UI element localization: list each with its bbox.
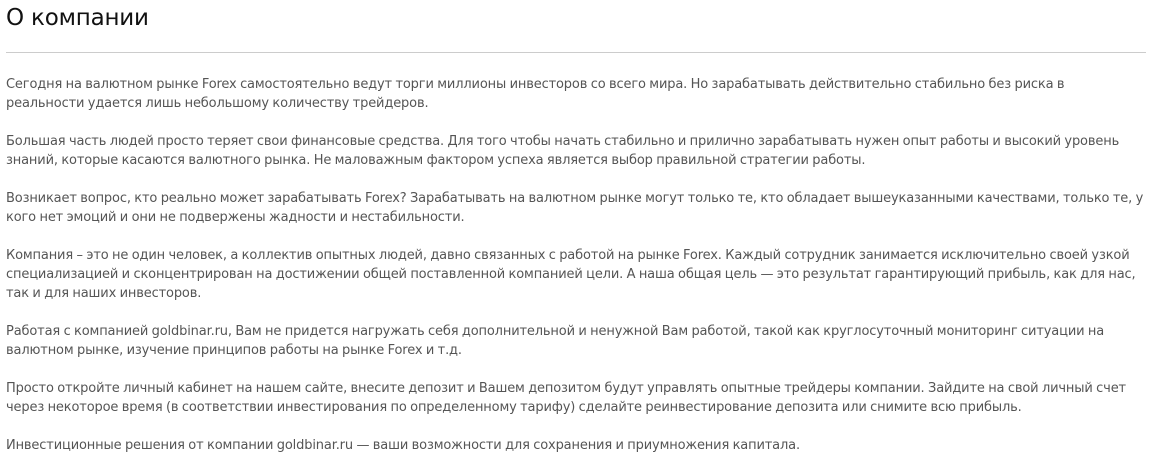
article-body	[6, 75, 1146, 455]
paragraph-losses: Большая часть людей просто теряет свои финансовые средства. Для того чтобы начать стабильно и прилично зарабатывать нужен опыт работы и высокий уровень знаний, которые касаются валютного рынка. Не маловажным фактором успеха является выбор правильной стратегии работы.	[6, 134, 1120, 168]
paragraph-question: Возникает вопрос, кто реально может зарабатывать Forex? Зарабатывать на валютном рынке могут только те, кто обладает вышеуказанными качествами, только те, у кого нет эмоций и они не подвержены жадности и нестабильности.	[6, 191, 1144, 225]
paragraph-working-with-us: Работая с компанией goldbinar.ru, Вам не придется нагружать себя дополнительной и ненужной Вам работой, такой как круглосуточный мониторинг ситуации на валютном рынке, изучение принципов работы на рынке Forex и т.д.	[6, 324, 1105, 358]
paragraph-investment-solutions: Инвестиционные решения от компании goldbinar.ru — ваши возможности для сохранения и приумножения капитала.	[6, 438, 800, 453]
paragraph-how-to-start: Просто откройте личный кабинет на нашем сайте, внесите депозит и Вашем депозитом будут управлять опытные трейдеры компании. Зайдите на свой личный счет через некоторое время (в соответствии инвестирования по определенному тарифу) сделайте реинвестирование депозита или снимите всю прибыль.	[6, 381, 1126, 415]
title-divider	[6, 52, 1146, 53]
paragraph-company: Компания – это не один человек, а коллектив опытных людей, давно связанных с работой на рынке Forex. Каждый сотрудник занимается исключительно своей узкой специализацией и сконцентрирован на достижении общей поставленной компанией цели. А наша общая цель — это результат гарантирующий прибыль, как для нас, так и для наших инвесторов.	[6, 248, 1136, 301]
paragraph-intro: Сегодня на валютном рынке Forex самостоятельно ведут торги миллионы инвесторов со всего мира. Но зарабатывать действительно стабильно без риска в реальности удается лишь небольшому количеству трейдеров.	[6, 77, 1065, 111]
page-title: О компании	[6, 5, 149, 31]
